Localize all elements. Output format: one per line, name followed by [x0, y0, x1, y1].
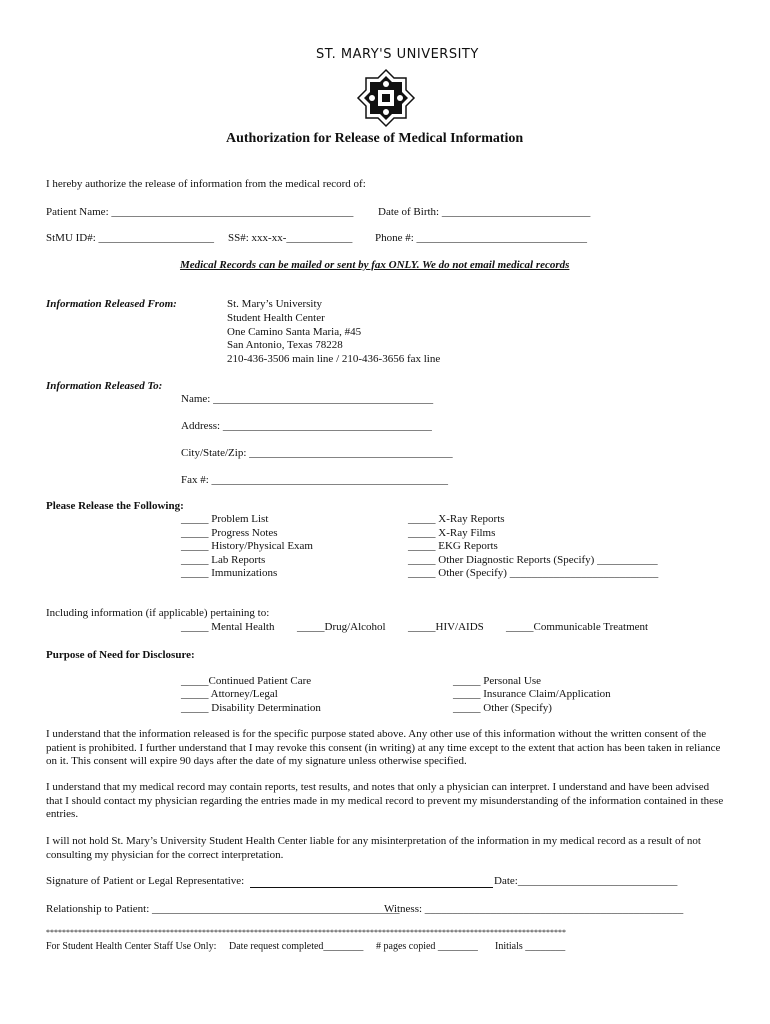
- purpose-option[interactable]: _____Continued Patient Care: [181, 675, 312, 687]
- purpose-option[interactable]: _____ Disability Determination: [181, 702, 321, 714]
- stmu-id-field[interactable]: StMU ID#: _____________________: [46, 232, 215, 244]
- purpose-option[interactable]: _____ Personal Use: [453, 675, 541, 687]
- release-option[interactable]: _____ EKG Reports: [408, 540, 498, 552]
- released-to-label: Information Released To:: [46, 380, 163, 392]
- patient-name-field[interactable]: Patient Name: ____________________________________________: [46, 206, 354, 218]
- release-option[interactable]: _____ Immunizations: [181, 567, 278, 579]
- date-field[interactable]: Date:_____________________________: [494, 875, 678, 887]
- release-option[interactable]: _____ Other Diagnostic Reports (Specify) ___________: [408, 554, 658, 566]
- including-label: Including information (if applicable) pertaining to:: [46, 607, 270, 619]
- delivery-notice: Medical Records can be mailed or sent by fax ONLY. We do not email medical records: [180, 259, 570, 271]
- intro-text: I hereby authorize the release of information from the medical record of:: [46, 178, 366, 190]
- phone-field[interactable]: Phone #: _______________________________: [375, 232, 588, 244]
- consent-paragraph: I understand that the information released is for the specific purpose stated above. Any other use of this information without the written consent of the patient is prohibited. I further understand that I may revoke this consent (in writing) at any time except to the extent that action has been taken in reliance on it. This consent will expire 90 days after the date of my signature unless otherwise specified.: [46, 728, 721, 767]
- consent-paragraph: I understand that my medical record may contain reports, test results, and notes that only a physician can interpret. I understand and have been advised that I should contact my physician regarding the entries made in my medical record to prevent my misunderstanding of the information contained in these entries.: [46, 781, 724, 820]
- released-from-line: 210-436-3506 main line / 210-436-3656 fax line: [227, 353, 441, 365]
- release-option[interactable]: _____ Problem List: [181, 513, 269, 525]
- including-option[interactable]: _____Drug/Alcohol: [297, 621, 386, 633]
- purpose-option[interactable]: _____ Other (Specify): [453, 702, 552, 714]
- witness-field[interactable]: Witness: _______________________________________________: [384, 903, 684, 915]
- university-seal-icon: [356, 68, 416, 128]
- released-from-line: St. Mary’s University: [227, 298, 323, 310]
- divider-stars: **********************************************************************************************************************************: [46, 928, 566, 937]
- recipient-fax-field[interactable]: Fax #: ___________________________________________: [181, 474, 449, 486]
- ss-field[interactable]: SS#: xxx-xx-____________: [228, 232, 353, 244]
- release-option[interactable]: _____ Other (Specify) ___________________________: [408, 567, 659, 579]
- relationship-field[interactable]: Relationship to Patient: _____________________________________________: [46, 903, 400, 915]
- signature-label: Signature of Patient or Legal Representative:: [46, 875, 245, 887]
- release-option[interactable]: _____ X-Ray Reports: [408, 513, 505, 525]
- staff-use-label: For Student Health Center Staff Use Only:: [46, 941, 217, 952]
- release-option[interactable]: _____ X-Ray Films: [408, 527, 496, 539]
- released-from-line: One Camino Santa Maria, #45: [227, 326, 362, 338]
- recipient-address-field[interactable]: Address: ______________________________________: [181, 420, 432, 432]
- dob-field[interactable]: Date of Birth: ___________________________: [378, 206, 591, 218]
- released-from-line: Student Health Center: [227, 312, 325, 324]
- consent-paragraph: I will not hold St. Mary’s University Student Health Center liable for any misinterpretation of the information in my medical record as a result of not consulting my physician for the correct interpretation.: [46, 835, 701, 861]
- signature-line[interactable]: [250, 887, 493, 888]
- including-option[interactable]: _____HIV/AIDS: [408, 621, 484, 633]
- recipient-name-field[interactable]: Name: ________________________________________: [181, 393, 434, 405]
- purpose-option[interactable]: _____ Insurance Claim/Application: [453, 688, 611, 700]
- released-from-line: San Antonio, Texas 78228: [227, 339, 343, 351]
- purpose-label: Purpose of Need for Disclosure:: [46, 649, 195, 661]
- release-option[interactable]: _____ Progress Notes: [181, 527, 278, 539]
- including-option[interactable]: _____Communicable Treatment: [506, 621, 649, 633]
- release-section-label: Please Release the Following:: [46, 500, 184, 512]
- university-name: ST. MARY'S UNIVERSITY: [316, 47, 479, 62]
- pages-copied-field[interactable]: # pages copied ________: [376, 941, 478, 952]
- page-title: Authorization for Release of Medical Information: [226, 131, 524, 146]
- release-option[interactable]: _____ Lab Reports: [181, 554, 266, 566]
- including-option[interactable]: _____ Mental Health: [181, 621, 275, 633]
- purpose-option[interactable]: _____ Attorney/Legal: [181, 688, 278, 700]
- release-option[interactable]: _____ History/Physical Exam: [181, 540, 313, 552]
- initials-field[interactable]: Initials ________: [495, 941, 566, 952]
- released-from-label: Information Released From:: [46, 298, 177, 310]
- date-request-field[interactable]: Date request completed________: [229, 941, 364, 952]
- recipient-city-field[interactable]: City/State/Zip: _____________________________________: [181, 447, 453, 459]
